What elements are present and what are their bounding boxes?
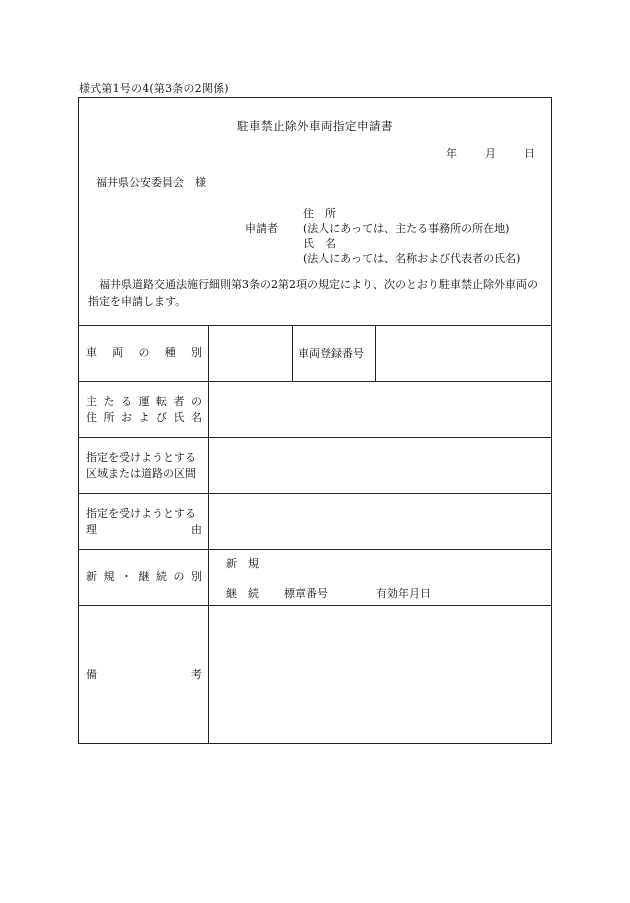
address-note: (法人にあっては、主たる事務所の所在地) [303, 222, 510, 235]
remarks-char-b: 考 [191, 668, 202, 681]
area-label-line1: 指定を受けようとする [86, 451, 196, 464]
remarks-label [86, 667, 202, 683]
area-label [86, 450, 202, 482]
form-title: 駐車禁止除外車両指定申請書 [237, 119, 393, 133]
address-label: 住 所 [303, 207, 336, 220]
vehicle-type-char: 種 [164, 346, 176, 359]
date-line [446, 145, 535, 161]
driver-label-line2: 住 所 お よ び 氏 名 [86, 411, 202, 424]
reason-label [86, 506, 202, 538]
date-month: 月 [485, 147, 496, 160]
remarks-char-a: 備 [86, 668, 97, 681]
area-label-line2: 区域または道路の区間 [86, 467, 196, 480]
vehicle-type-label [86, 345, 202, 361]
driver-label-line1: 主 た る 運 転 者 の [86, 395, 202, 408]
renew-option: 継 続 [226, 587, 259, 600]
badge-number-label: 標章番号 [284, 587, 328, 600]
new-renew-label: 新 規 ・ 継 続 の 別 [86, 570, 202, 583]
form-number-label: 様式第1号の4(第3条の2関係) [79, 82, 229, 95]
date-day: 日 [524, 147, 535, 160]
vehicle-type-char: 両 [112, 346, 124, 359]
name-label: 氏 名 [303, 237, 336, 250]
column-divider [208, 325, 209, 744]
column-divider [292, 325, 293, 381]
reason-char-a: 理 [86, 523, 97, 536]
reason-label-line1: 指定を受けようとする [86, 507, 196, 520]
row-divider [79, 437, 551, 438]
vehicle-type-char: 車 [86, 346, 97, 359]
application-form [78, 97, 552, 744]
row-divider [79, 325, 551, 326]
driver-label [86, 394, 202, 426]
row-divider [79, 493, 551, 494]
reason-label-line2 [86, 522, 202, 538]
row-divider [79, 605, 551, 606]
column-divider [375, 325, 376, 381]
row-divider [79, 549, 551, 550]
expiry-date-label: 有効年月日 [376, 587, 431, 600]
new-option: 新 規 [226, 557, 259, 570]
intro-text: 福井県道路交通法施行細則第3条の2第2項の規定により、次のとおり駐車禁止除外車両の指定を申請します。 [88, 278, 538, 308]
date-year: 年 [446, 147, 457, 160]
row-divider [79, 381, 551, 382]
applicant-label: 申請者 [245, 222, 278, 235]
name-note: (法人にあっては、名称および代表者の氏名) [303, 252, 521, 265]
vehicle-type-char: の [138, 346, 150, 359]
registration-number-label: 車両登録番号 [298, 347, 364, 360]
vehicle-type-char: 別 [191, 346, 202, 359]
addressee: 福井県公安委員会 様 [96, 176, 206, 189]
reason-char-b: 由 [191, 523, 202, 536]
